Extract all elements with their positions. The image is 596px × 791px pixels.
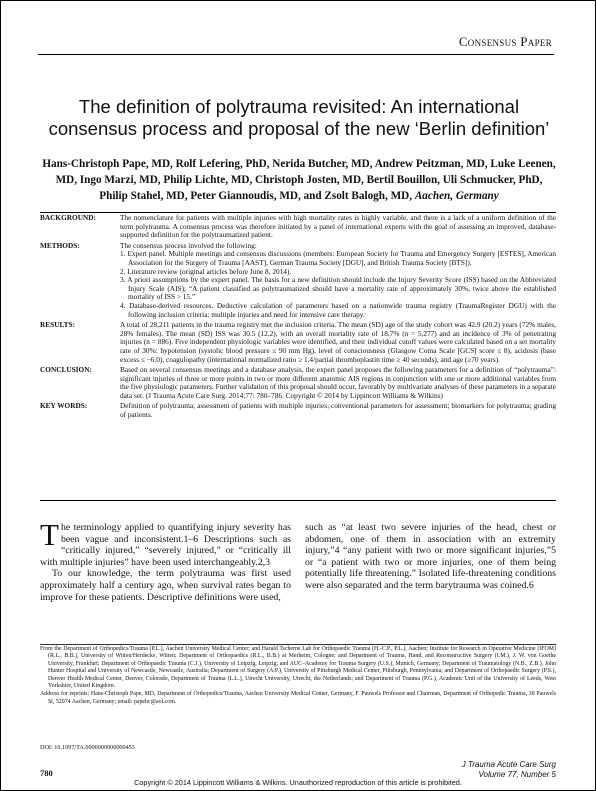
footnotes <box>40 646 556 707</box>
journal-volume: Volume 77, Number 5 <box>478 770 556 779</box>
methods-label: METHODS: <box>40 240 80 250</box>
article-body <box>40 517 556 603</box>
body-paragraph <box>40 517 291 568</box>
header-rule <box>38 54 554 55</box>
results-label: RESULTS: <box>40 320 76 330</box>
methods-item: 1. Expert panel. Multiple meetings and consensus discussions (members: European Society for Trauma and Emergency Surgery [ESTES], American Association for the Surgery of Trauma [AAST], German Trauma Society [DGU], and British Trauma Society [BTS]). <box>120 249 556 267</box>
body-paragraph: such as “at least two severe injuries of the head, chest or abdomen, one of them in association with an extremity injury,”4 “any patient with two or more significant injuries,”5 or “a patient with two or more injuries, one of them being potentially life threatening.” Isolated life-threatening conditions were also separated and the term barytrauma was coined.6 <box>305 522 556 591</box>
results-text: A total of 28,211 patients in the trauma registry met the inclusion criteria. The mean (SD) age of the study cohort was 42.9 (20.2) years (72% males, 28% females). The mean (SD) ISS was 30.5 (12.2), with an overall mortality rate of 18.7% (n = 5,277) and an incidence of 3% of penetrating injuries (n = 886). Five independent physiologic variables were identified, and their individual cutoff values were calculated based on a set mortality rate of 30%: hypotension (systolic blood pressure ≤ 90 mm Hg), level of consciousness (Glasgow Coma Scale [GCS] score ≤ 8), acidosis (base excess ≤ −6.0), coagulopathy (international normalized ratio ≥ 1.4/partial thromboplastin time ≥ 40 seconds), and age (≥70 years). <box>120 320 556 364</box>
keywords-text: Definition of polytrauma; assessment of patients with multiple injuries; conventional parameters for assessment; biomarkers for polytrauma; grading of patients. <box>120 401 556 420</box>
background-text: The nomenclature for patients with multiple injuries with high mortality rates is highly variable, and there is a lack of a uniform definition of the term polytrauma. A consensus process was therefore initiated by a panel of international experts with the goal of assessing an improved, database-supported definition for the polytraumatized patient. <box>120 213 556 240</box>
abstract-results <box>40 321 556 364</box>
abstract <box>40 214 556 422</box>
abstract-background <box>40 214 556 240</box>
section-label: Consensus Paper <box>458 34 552 49</box>
abstract-bottom-rule <box>40 500 556 501</box>
methods-item: 4. Database-derived resources. Deductive calculation of parameters based on a nationwide trauma registry (TraumaRegister DGU) with the following inclusion criteria: multiple injuries and need for intensive care therapy. <box>120 300 556 319</box>
author-list <box>40 156 558 204</box>
journal-info <box>462 760 556 780</box>
methods-intro: The consensus process involved the following: <box>120 240 257 250</box>
doi: DOI: 10.1097/TA.0000000000000453 <box>40 744 135 751</box>
body-paragraph-text: he terminology applied to quantifying injury severity has been vague and inconsistent.1–6 Descriptions such as “critically injured,” “severely injured,” or “critically ill with multiple injuries” have been used interchangeably.2,3 <box>40 522 291 568</box>
body-column-right <box>305 522 556 603</box>
methods-list <box>120 250 556 319</box>
reprints-footnote: Address for reprints: Hans-Christoph Pape, MD, Department of Orthopedics/Trauma, Aachen University Medical Center, Germany, F. Pauwels Professor and Chairman, Department of Orthopedic Trauma, 30 Pauwels St, 52074 Aachen, Germany; email: papehc@aol.com. <box>40 691 556 705</box>
drop-cap: T <box>40 517 59 552</box>
conclusion-text: Based on several consensus meetings and a database analysis, the expert panel proposes the following parameters for a definition of “polytrauma”: significant injuries of three or more points in two or more different anatomic AIS regions in conjunction with one or more additional variables from the five physiologic parameters. Further validation of this proposal should occur, favorably by multivariate analyses of these parameters in a separate data set. (J Trauma Acute Care Surg. 2014;77: 780–786. Copyright © 2014 by Lippincott Williams & Wilkins) <box>120 365 556 400</box>
article-title: The definition of polytrauma revisited: An international consensus process and proposal of the new ‘Berlin definition’ <box>48 96 550 139</box>
body-column-left <box>40 517 291 603</box>
abstract-methods <box>40 242 556 319</box>
abstract-conclusion <box>40 366 556 400</box>
conclusion-label: CONCLUSION: <box>40 365 92 375</box>
abstract-keywords <box>40 402 556 419</box>
page-number: 780 <box>40 768 53 778</box>
methods-item: 2. Literature review (original articles before June 8, 2014). <box>120 266 292 276</box>
keywords-label: KEY WORDS: <box>40 401 88 411</box>
footnote-rule <box>40 644 556 645</box>
affiliations-footnote: From the Department of Orthopedics/Trauma (P.L.), Aachen University Medical Center; and Harald Tscherne Lab for Orthopaedic Trauma (H.-C.P., P.L.), Aachen; Institute for Research in Operative Medicine (IFOM) (R.L., B.B.), University of Witten/Herdecke, Witten; Department of Orthopaedics (R.L., B.B.) at Merheim, Cologne; and Department of Trauma, Hand, and Reconstructive Surgery (I.M.), J. W. von Goethe University, Frankfurt; Department of Orthopaedic Trauma (C.J.), University of Leipzig, Leipzig; and AUC–Academy for Trauma Surgery (U.S.), Munich, Germany; Department of Traumatology (N.B., Z.B.), John Hunter Hospital and University of Newcastle, Newcastle, Australia; Department of Surgery (A.P.), University of Pittsburgh Medical Center, Pittsburgh, Pennsylvania; and Department of Orthopaedic Surgery (P.S.), Denver Health Medical Center, Denver, Colorado, Department of Trauma (L.L.), Utrecht University, Utrecht, the Netherlands; and Department of Trauma (P.G.), Academic Unit of the University of Leeds, West Yorkshire, United Kingdom. <box>40 646 556 690</box>
methods-item: 3. A priori assumptions by the expert panel. The basis for a new definition should include the Injury Severity Score (ISS) based on the Abbreviated Injury Scale (AIS); “A patient classified as polytraumatized should have a mortality rate of approximately 30%, twice above the established mortality of ISS > 15.” <box>120 275 556 302</box>
author-affiliation: Aachen, Germany <box>414 190 499 202</box>
body-paragraph: To our knowledge, the term polytrauma was first used approximately half a century ago, when survival rates began to improve for these patients. Descriptive definitions were used, <box>40 568 291 603</box>
journal-name: J Trauma Acute Care Surg <box>461 760 556 769</box>
copyright-notice: Copyright © 2014 Lippincott Williams & Wilkins. Unauthorized reproduction of this article is prohibited. <box>134 778 462 787</box>
background-label: BACKGROUND: <box>40 213 96 222</box>
author-names: Hans-Christoph Pape, MD, Rolf Lefering, PhD, Nerida Butcher, MD, Andrew Peitzman, MD, Luke Leenen, MD, Ingo Marzi, MD, Philip Lichte, MD, Christoph Josten, MD, Bertil Bouillon, Uli Schmucker, PhD, Philip Stahel, MD, Peter Giannoudis, MD, and Zsolt Balogh, MD, <box>42 158 556 202</box>
